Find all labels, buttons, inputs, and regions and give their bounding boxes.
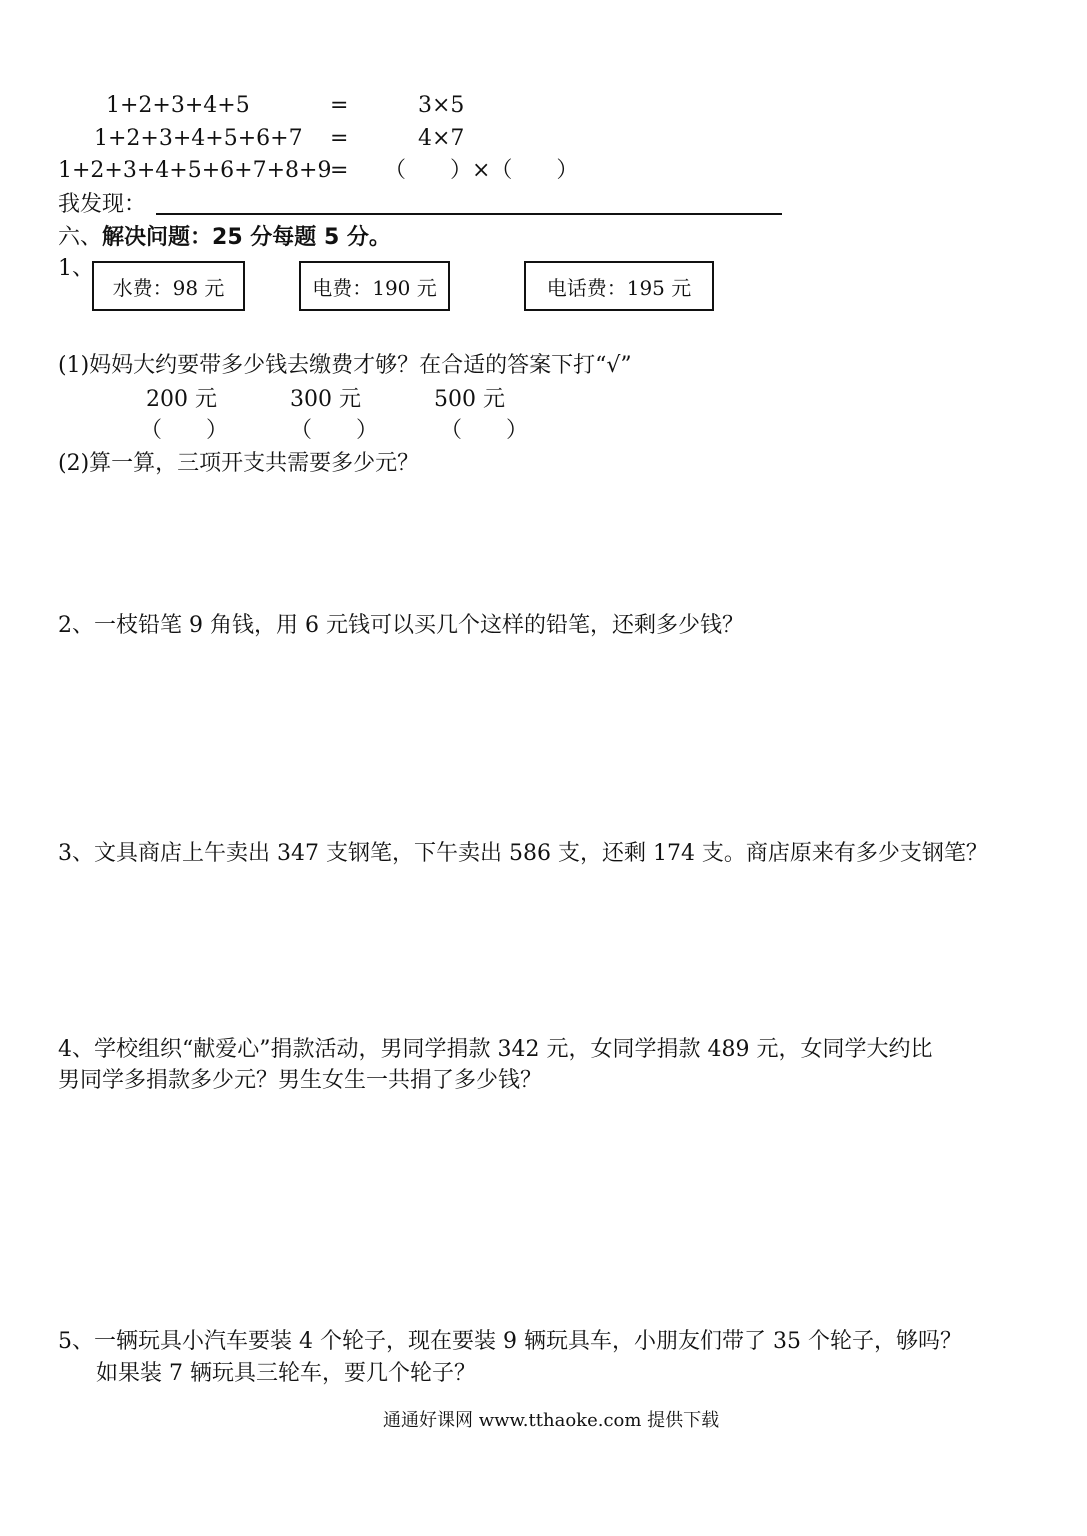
pattern-result-2: 4×7 xyxy=(418,126,465,151)
phone-fee-box xyxy=(524,261,714,311)
pattern-eq-3: = xyxy=(330,158,349,183)
q1-number: 1、 xyxy=(58,256,94,281)
q4-line1: 4、学校组织“献爱心”捐款活动，男同学捐款 342 元，女同学捐款 489 元，女同学大约比 xyxy=(58,1037,933,1062)
electric-fee-box xyxy=(299,261,450,311)
option-200-checkbox[interactable]: （ ） xyxy=(140,418,229,443)
discover-label: 我发现： xyxy=(58,192,147,217)
pattern-eq-2: = xyxy=(330,126,349,151)
pattern-result-1: 3×5 xyxy=(418,93,465,118)
phone-fee-label: 电话费：195 元 xyxy=(546,275,692,300)
pattern-eq-1: = xyxy=(330,93,349,118)
section-heading xyxy=(58,227,391,249)
pattern-expr-3: 1+2+3+4+5+6+7+8+9 xyxy=(58,158,332,183)
q4-line2: 男同学多捐款多少元？男生女生一共捐了多少钱？ xyxy=(58,1068,543,1093)
option-300-checkbox[interactable]: （ ） xyxy=(290,418,379,443)
pattern-result-3[interactable]: （ ）×（ ） xyxy=(384,158,579,183)
q2-text: 2、一枝铅笔 9 角钱，用 6 元钱可以买几个这样的铅笔，还剩多少钱？ xyxy=(58,613,744,638)
pattern-expr-2: 1+2+3+4+5+6+7 xyxy=(94,126,303,151)
q1-sub2: (2)算一算，三项开支共需要多少元？ xyxy=(58,451,420,476)
electric-fee-label: 电费：190 元 xyxy=(312,275,437,300)
option-300: 300 元 xyxy=(290,387,361,412)
q3-text: 3、文具商店上午卖出 347 支钢笔，下午卖出 586 支，还剩 174 支。商店原来有多少支钢笔？ xyxy=(58,841,988,866)
section-prefix: 六、 xyxy=(58,225,103,250)
q5-line2: 如果装 7 辆玩具三轮车，要几个轮子？ xyxy=(96,1361,476,1386)
footer-credit: 通通好课网 www.tthaoke.com 提供下载 xyxy=(383,1410,720,1431)
discover-answer-line[interactable] xyxy=(156,213,782,215)
option-500-checkbox[interactable]: （ ） xyxy=(440,418,529,443)
section-title: 解决问题：25 分每题 5 分。 xyxy=(102,225,391,250)
option-500: 500 元 xyxy=(434,387,505,412)
q1-sub1: (1)妈妈大约要带多少钱去缴费才够？在合适的答案下打“√” xyxy=(58,353,632,378)
pattern-expr-1: 1+2+3+4+5 xyxy=(106,93,250,118)
option-200: 200 元 xyxy=(146,387,217,412)
water-fee-label: 水费：98 元 xyxy=(112,275,225,300)
q5-line1: 5、一辆玩具小汽车要装 4 个轮子，现在要装 9 辆玩具车，小朋友们带了 35 个轮子，够吗？ xyxy=(58,1329,962,1354)
water-fee-box xyxy=(92,261,245,311)
